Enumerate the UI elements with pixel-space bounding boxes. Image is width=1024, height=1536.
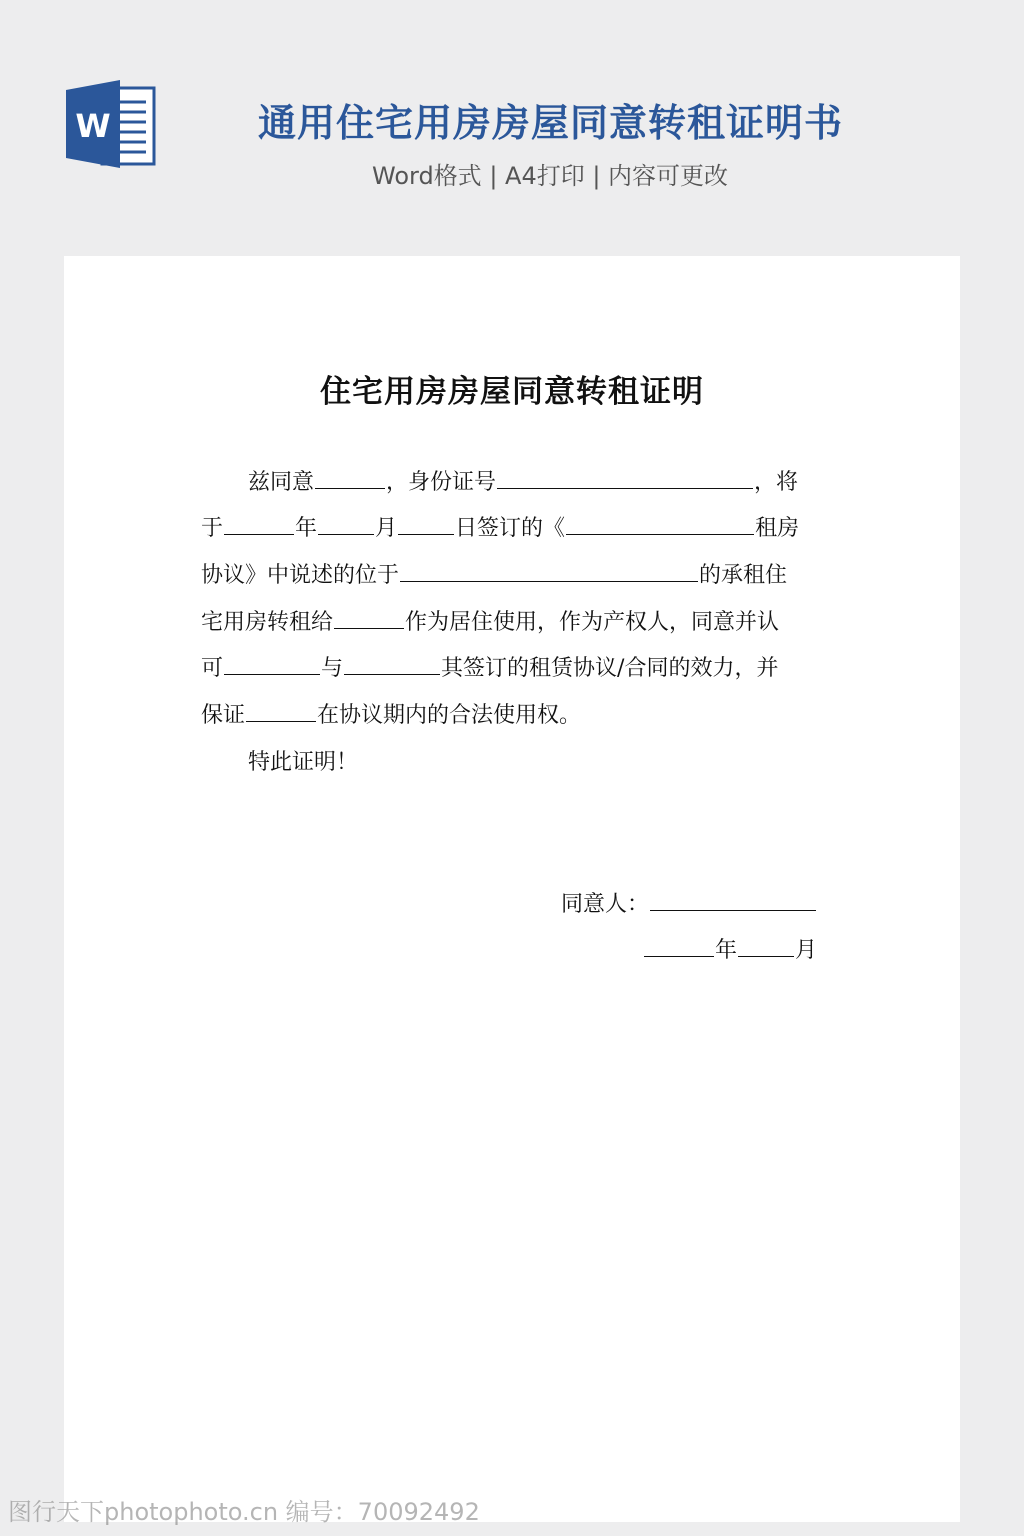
- line-text: ，身份证号: [386, 470, 497, 495]
- line-text: 在协议期内的合法使用权。: [317, 703, 582, 728]
- line-text: 特此证明！: [248, 750, 359, 775]
- user-blank[interactable]: [246, 701, 316, 722]
- line-text: 日签订的《: [455, 516, 566, 541]
- party-a-blank[interactable]: [224, 654, 320, 675]
- line-text: 年: [295, 516, 318, 541]
- signer-line: [561, 890, 826, 920]
- signer-label: 同意人：: [561, 892, 650, 917]
- year-blank[interactable]: [224, 514, 294, 535]
- closing-line: [201, 748, 823, 778]
- name-blank[interactable]: [315, 468, 385, 489]
- paragraph-line-2: [201, 514, 823, 544]
- line-text: 保证: [201, 703, 246, 728]
- date-month-label: 月: [795, 938, 818, 963]
- paragraph-line-3: [201, 561, 823, 591]
- line-text: 与: [321, 656, 344, 681]
- line-text: 月: [375, 516, 398, 541]
- paragraph-line-4: [201, 608, 823, 638]
- paragraph-line-1: [201, 468, 823, 498]
- svg-text:W: W: [75, 107, 111, 145]
- date-year-label: 年: [715, 938, 738, 963]
- header: [0, 0, 1024, 250]
- paragraph-line-5: [201, 654, 823, 684]
- header-subtitle: Word格式 | A4打印 | 内容可更改: [372, 162, 729, 190]
- sign-year-blank[interactable]: [644, 936, 714, 957]
- party-b-blank[interactable]: [344, 654, 440, 675]
- line-text: 可: [201, 656, 224, 681]
- date-line: [643, 936, 828, 966]
- sign-month-blank[interactable]: [738, 936, 794, 957]
- agreement-name-blank[interactable]: [566, 514, 754, 535]
- word-icon: [64, 80, 158, 168]
- line-text: 兹同意: [248, 470, 315, 495]
- document-title: 住宅用房房屋同意转租证明: [320, 374, 704, 410]
- line-text: 的承租住: [699, 563, 788, 588]
- line-text: 作为居住使用，作为产权人，同意并认: [405, 610, 780, 635]
- day-blank[interactable]: [398, 514, 454, 535]
- line-text: 协议》中说述的位于: [201, 563, 400, 588]
- line-text: ，将: [754, 470, 799, 495]
- document-page: [64, 256, 960, 1522]
- signer-blank[interactable]: [650, 890, 816, 911]
- watermark: 图行天下photophoto.cn 编号：70092492: [8, 1498, 480, 1526]
- paragraph-line-6: [201, 701, 823, 731]
- id-number-blank[interactable]: [497, 468, 753, 489]
- line-text: 宅用房转租给: [201, 610, 334, 635]
- month-blank[interactable]: [318, 514, 374, 535]
- line-text: 租房: [755, 516, 800, 541]
- line-text: 其签订的租赁协议/合同的效力，并: [441, 656, 779, 681]
- address-blank[interactable]: [400, 561, 698, 582]
- subtenant-blank[interactable]: [334, 608, 404, 629]
- line-text: 于: [201, 516, 224, 541]
- header-title: 通用住宅用房房屋同意转租证明书: [258, 101, 844, 145]
